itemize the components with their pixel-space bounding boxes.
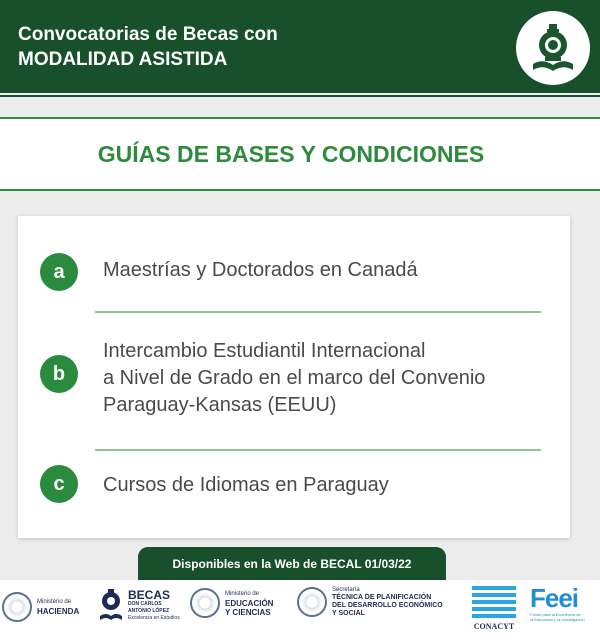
becas-train-icon [98,588,124,622]
educacion-small: Ministerio de [225,590,260,597]
feei-logo [530,584,585,622]
hacienda-small: Ministerio de [37,599,72,605]
conacyt-logo [470,584,518,631]
header-divider [0,95,600,97]
becas-line3: ANTONIO LÓPEZ [128,607,170,614]
conacyt-label: CONACYT [473,622,515,631]
item-divider [95,311,541,313]
hacienda-logo [2,592,79,622]
educacion-big2: Y CIENCIAS [225,607,271,617]
paraguay-seal-icon [190,588,220,618]
scholarship-list-card [18,216,570,538]
header-logo [516,11,590,85]
educacion-logo [190,588,273,618]
feei-name: Feei [530,583,579,613]
becas-line2: DON CARLOS [128,600,162,607]
guides-banner [0,117,600,191]
feei-tagline1: Fondo para la Excelencia de [530,612,581,617]
planificacion-big3: Y SOCIAL [332,610,365,617]
planificacion-small: Secretaría [332,587,360,593]
paraguay-seal-icon [297,587,327,617]
item-a-line1: Maestrías y Doctorados en Canadá [103,259,418,281]
availability-badge: Disponibles en la Web de BECAL 01/03/22 [138,547,446,580]
becas-title: BECAS [128,587,171,602]
item-b-line3: Paraguay-Kansas (EEUU) [103,394,337,416]
item-badge-c: c [40,465,78,503]
conacyt-waves-icon [470,584,518,622]
item-c-line1: Cursos de Idiomas en Paraguay [103,474,389,496]
header-title [18,22,278,72]
item-text-b [103,338,553,419]
item-b-line2: a Nivel de Grado en el marco del Convenio [103,367,486,389]
hacienda-big: HACIENDA [37,607,80,616]
item-text-c [103,472,553,499]
planificacion-big1: TÉCNICA DE PLANIFICACIÓN [332,594,432,601]
header-title-line2: MODALIDAD ASISTIDA [18,49,228,70]
planificacion-big2: DEL DESARROLLO ECONÓMICO [332,602,443,609]
item-badge-a: a [40,253,78,291]
item-badge-b: b [40,355,78,393]
header [0,0,600,93]
paraguay-seal-icon [2,592,32,622]
header-title-line1: Convocatorias de Becas con [18,24,278,45]
feei-tagline2: la Educación y la Investigación [530,617,585,622]
planificacion-logo [297,586,443,618]
becas-line4: Excelencia en Estudios [128,614,180,621]
banner-title: GUÍAS DE BASES Y CONDICIONES [97,140,485,167]
becas-logo [98,588,180,622]
train-book-icon [525,20,581,76]
educacion-big1: EDUCACIÓN [225,598,274,608]
item-text-a [103,257,553,284]
item-divider [95,449,541,451]
footer-logos [0,580,600,644]
item-b-line1: Intercambio Estudiantil Internacional [103,340,426,362]
